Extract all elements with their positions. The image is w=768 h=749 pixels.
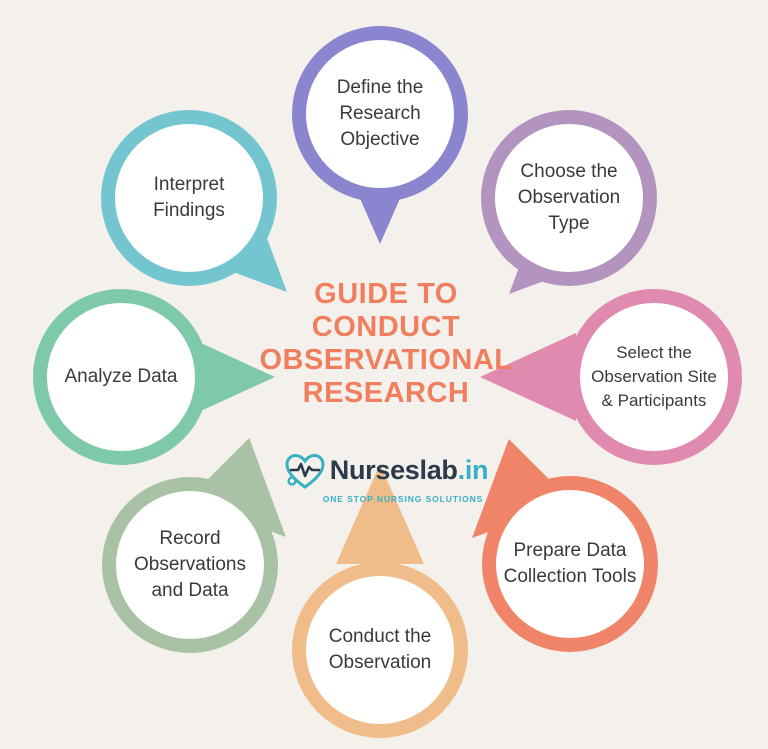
title-line-1: GUIDE TO [314, 278, 458, 310]
petal-label-7: Analyze Data [64, 366, 178, 387]
petal-step-7 [33, 289, 209, 465]
brand-logo [288, 446, 489, 508]
petal-label-1: Define the Research Objective [336, 77, 424, 150]
petal-step-3 [566, 289, 742, 465]
logo-tld: .in [457, 455, 489, 485]
petal-step-4 [482, 476, 658, 652]
petal-label-5: Conduct the Observation [328, 626, 432, 673]
petal-label-2: Choose the Observation Type [517, 161, 621, 234]
page-title [254, 278, 518, 410]
logo-tagline: ONE STOP NURSING SOLUTIONS [322, 493, 484, 504]
petal-label-6: Record Observations and Data [134, 528, 246, 601]
petal-step-8 [101, 110, 277, 286]
petal-step-1 [292, 26, 468, 202]
title-line-2: CONDUCT [311, 311, 461, 343]
title-line-3: OBSERVATIONAL [259, 344, 513, 376]
logo-wordmark [330, 457, 488, 484]
petal-step-6 [102, 477, 278, 653]
petal-label-8: Interpret Findings [153, 174, 225, 221]
petal-label-4: Prepare Data Collection Tools [503, 540, 637, 587]
petal-step-2 [481, 110, 657, 286]
title-line-4: RESEARCH [302, 377, 470, 409]
petal-step-5 [292, 562, 468, 738]
logo-name: Nurseslab [329, 455, 458, 485]
petal-label-3: Select the Observation Site & Participants [591, 343, 717, 410]
heart-pulse-stethoscope-icon [284, 451, 326, 491]
logo-row [284, 451, 488, 491]
